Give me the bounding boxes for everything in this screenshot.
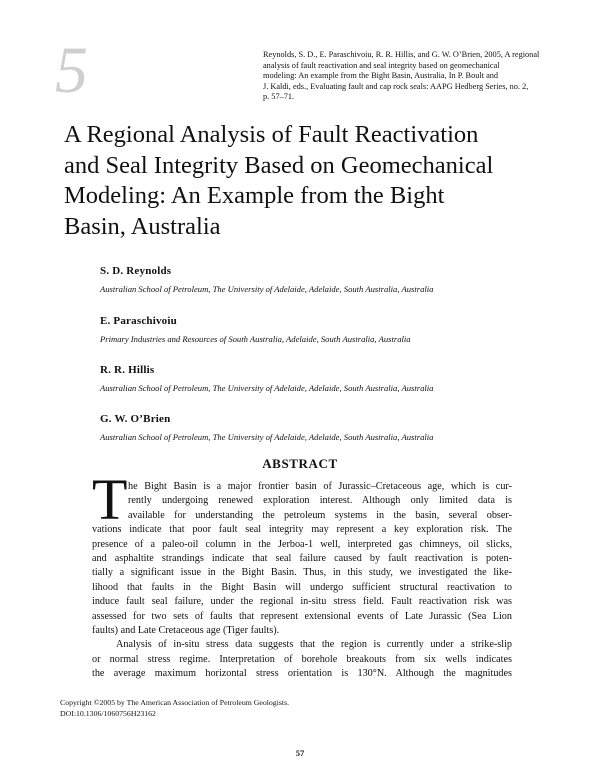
author-name: R. R. Hillis [100,364,155,376]
author-block [100,413,570,443]
citation-line: modeling: An example from the Bight Basin, Australia, In P. Boult and [263,71,499,81]
abstract-line: or normal stress regime. Interpretation of borehole breakouts from six wells indicates [92,653,512,665]
abstract-line: tially a significant issue in the Bight Basin. Thus, in this study, we investigated the like- [92,567,512,579]
doi-text: DOI:10.1306/1060756H23162 [60,708,156,718]
author-affiliation: Australian School of Petroleum, The University of Adelaide, Adelaide, South Australia, Australia [100,383,434,393]
citation-line: J. Kaldi, eds., Evaluating fault and cap rock seals: AAPG Hedberg Series, no. 2, [263,81,529,91]
title-line: and Seal Integrity Based on Geomechanical [64,151,494,179]
author-affiliation: Primary Industries and Resources of South Australia, Adelaide, South Australia, Australia [100,334,411,344]
abstract-line: he Bight Basin is a major frontier basin of Jurassic–Cretaceous age, which is cur- [128,481,512,492]
abstract-line: the average maximum horizontal stress orientation is 130°N. Although the magnitudes [92,668,512,680]
abstract-body [92,480,512,682]
author-block [100,315,570,345]
author-block [100,265,570,295]
title-line: A Regional Analysis of Fault Reactivation [64,121,479,148]
page-number: 57 [295,748,305,758]
abstract-line: assessed for two sets of faults that represent extensional events of Late Jurassic (Sea Lion [92,610,512,622]
chapter-number: 5 [55,34,88,107]
title-line: Basin, Australia [64,212,221,240]
copyright-text: Copyright ©2005 by The American Association of Petroleum Geologists. [60,698,290,707]
author-affiliation: Australian School of Petroleum, The University of Adelaide, Adelaide, South Australia, Australia [100,284,434,294]
abstract-line: rently undergoing renewed exploration interest. Although only limited data is [128,495,512,507]
copyright-footnote [60,698,289,719]
citation-line: analysis of fault reactivation and seal integrity based on geomechanical [263,60,500,70]
citation-block [263,50,559,103]
abstract-line: presence of a paleo-oil column in the Jerboa-1 well, interpreted gas chimneys, oil slicks, [92,538,512,550]
citation-line: Reynolds, S. D., E. Paraschivoiu, R. R. Hillis, and G. W. O’Brien, 2005, A regional [263,50,540,59]
author-name: E. Paraschivoiu [100,315,177,327]
author-block [100,364,570,394]
paper-title [64,120,554,242]
abstract-line: Analysis of in-situ stress data suggests that the region is currently under a strike-slip [116,639,512,651]
abstract-line: faults) and Late Cretaceous age (Tiger faults). [92,625,280,637]
abstract-line: and asphaltite strandings indicate that seal failure caused by fault reactivation is poten- [92,553,512,565]
abstract-line: available for understanding the petroleum systems in the basin, several obser- [128,509,512,521]
author-name: G. W. O’Brien [100,413,171,425]
abstract-heading: ABSTRACT [262,456,338,471]
abstract-line: lihood that faults in the Bight Basin will undergo sufficient structural reactivation to [92,581,512,593]
abstract-line: induce fault seal failure, under the regional in-situ stress field. Fault reactivation risk was [92,596,512,608]
author-affiliation: Australian School of Petroleum, The University of Adelaide, Adelaide, South Australia, Australia [100,432,434,442]
citation-line: p. 57–71. [263,92,295,102]
title-line: Modeling: An Example from the Bight [64,182,445,209]
author-name: S. D. Reynolds [100,265,172,277]
drop-cap: T [92,467,128,532]
abstract-line: vations indicate that poor fault seal integrity may represent a key exploration risk. The [92,524,512,536]
